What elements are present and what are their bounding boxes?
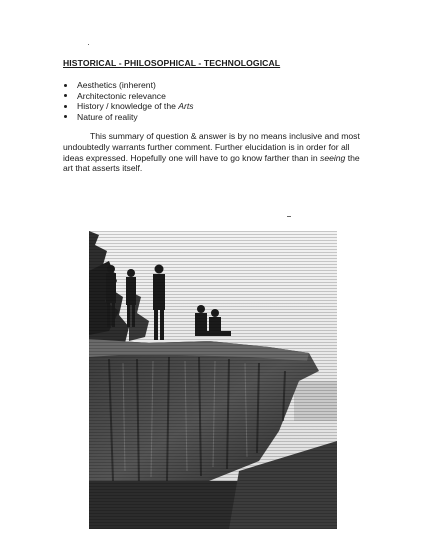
bullet-item: Nature of reality: [62, 112, 194, 123]
bullet-item: Aesthetics (inherent): [62, 80, 194, 91]
bullet-item: History / knowledge of the Arts: [62, 101, 194, 112]
section-heading: HISTORICAL - PHILOSOPHICAL - TECHNOLOGICAL: [63, 58, 281, 68]
cliff-photo: [89, 231, 337, 529]
bullet-dot-icon: [64, 115, 67, 118]
bullet-dot-icon: [64, 105, 67, 108]
bullet-dot-icon: [64, 94, 67, 97]
bullet-list: [62, 80, 194, 122]
bullet-item: Architectonic relevance: [62, 91, 194, 102]
scan-speck: [88, 44, 89, 45]
summary-paragraph: This summary of question & answer is by no means inclusive and most undoubtedly warrants further comment. Further elucidation is in order for all ideas expressed. Hopefully one will have to go know farther than in seeing the art that asserts itself.: [63, 131, 360, 174]
scan-speck: [287, 216, 291, 217]
cliff-photo-image: [89, 231, 337, 529]
bullet-dot-icon: [64, 84, 67, 87]
